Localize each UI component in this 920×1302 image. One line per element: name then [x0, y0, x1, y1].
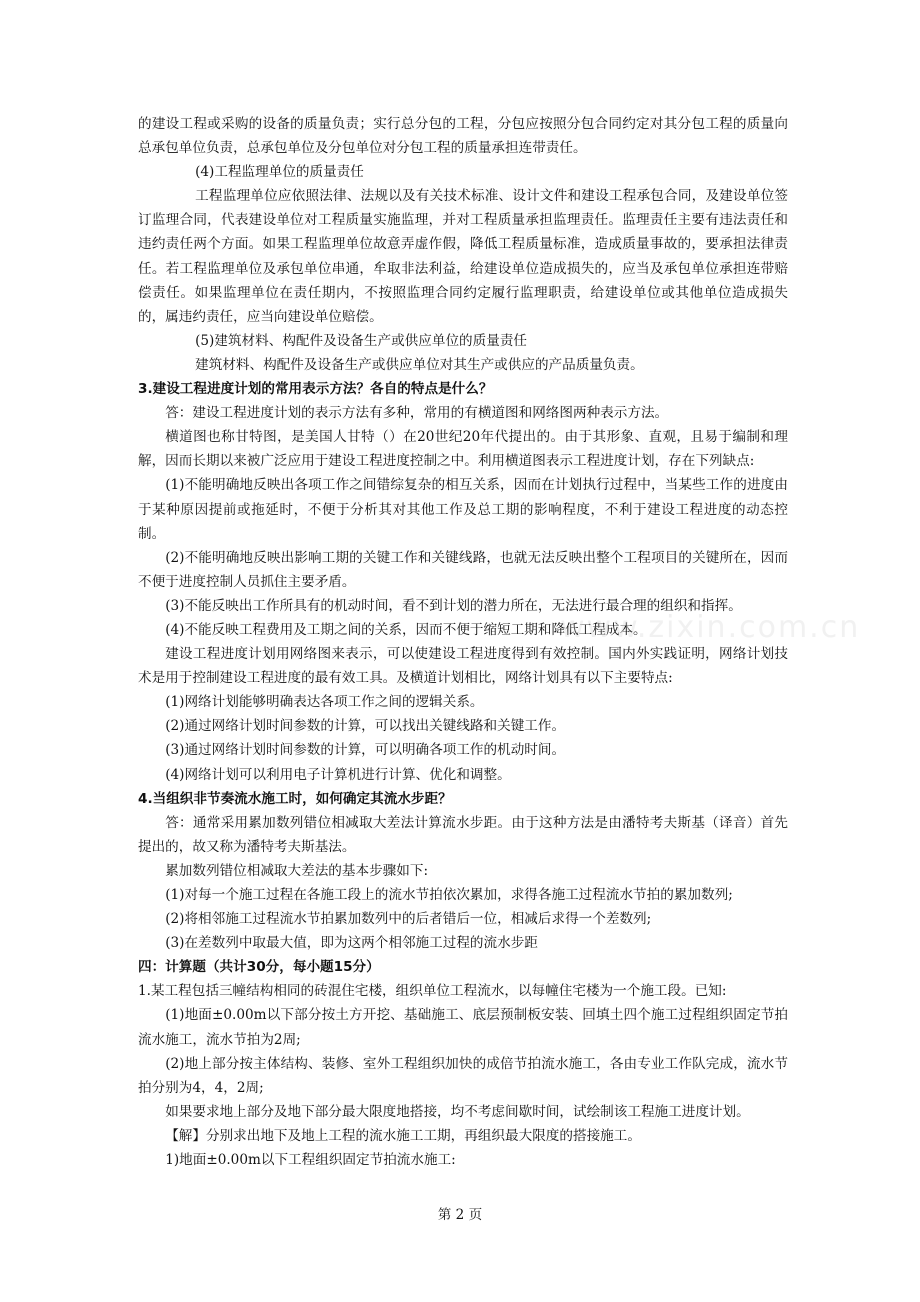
paragraph: (4)工程监理单位的质量责任: [195, 164, 364, 181]
paragraph: 工程监理单位应依照法律、法规以及有关技术标准、设计文件和建设工程承包合同，及建设单位签订监理合同，代表建设单位对工程质量实施监理，并对工程质量承担监理责任。监理责任主要有违法责任和违约责任两个方面。如果工程监理单位故意弄虚作假，降低工程质量标准，造成质量事故的，要承担法律责任。若工程监理单位及承包单位串通，牟取非法利益，给建设单位造成损失的，应当及承包单位承担连带赔偿责任。如果监理单位在责任期内，不按照监理合同约定履行监理职责，给建设单位或其他单位造成损失的，属违约责任，应当向建设单位赔偿。: [138, 188, 788, 325]
paragraph: 1.某工程包括三幢结构相同的砖混住宅楼，组织单位工程流水，以每幢住宅楼为一个施工段。已知:: [138, 983, 727, 1000]
paragraph: (1)对每一个施工过程在各施工段上的流水节拍依次累加，求得各施工过程流水节拍的累加数列;: [165, 887, 733, 903]
paragraph: (1)地面±0.00m以下部分按土方开挖、基础施工、底层预制板安装、回填土四个施工过程组织固定节拍流水施工，流水节拍为2周;: [138, 1007, 788, 1048]
paragraph: 答：建设工程进度计划的表示方法有多种，常用的有横道图和网络图两种表示方法。: [165, 405, 669, 422]
paragraph: (2)将相邻施工过程流水节拍累加数列中的后者错后一位，相减后求得一个差数列;: [165, 911, 652, 928]
paragraph: (3)不能反映出工作所具有的机动时间，看不到计划的潜力所在，无法进行最合理的组织和指挥。: [165, 597, 742, 614]
paragraph: 答：通常采用累加数列错位相减取大差法计算流水步距。由于这种方法是由潘特考夫斯基（译音）首先提出的，故又称为潘特考夫斯基法。: [138, 814, 788, 855]
paragraph: 横道图也称甘特图，是美国人甘特（）在20世纪20年代提出的。由于其形象、直观，且易于编制和理解，因而长期以来被广泛应用于建设工程进度控制之中。利用横道图表示工程进度计划，存在下列缺点:: [138, 429, 788, 470]
paragraph: (4)网络计划可以利用电子计算机进行计算、优化和调整。: [165, 766, 511, 783]
paragraph: (3)在差数列中取最大值，即为这两个相邻施工过程的流水步距: [165, 935, 538, 952]
section-heading: 3.建设工程进度计划的常用表示方法？各自的特点是什么？: [138, 381, 493, 398]
paragraph: 1)地面±0.00m以下工程组织固定节拍流水施工:: [165, 1152, 456, 1169]
paragraph: 建筑材料、构配件及设备生产或供应单位对其生产或供应的产品质量负责。: [195, 356, 644, 373]
watermark: www.zixin.com.cn: [560, 610, 861, 645]
paragraph: (1)不能明确地反映出各项工作之间错综复杂的相互关系，因而在计划执行过程中，当某些工作的进度由于某种原因提前或拖延时，不便于分析其对其他工作及总工期的影响程度，不利于建设工程进度的动态控制。: [138, 477, 788, 542]
paragraph: 如果要求地上部分及地下部分最大限度地搭接，均不考虑间歇时间，试绘制该工程施工进度计划。: [165, 1103, 750, 1120]
paragraph: (2)地上部分按主体结构、装修、室外工程组织加快的成倍节拍流水施工，各由专业工作队完成，流水节拍分别为4，4，2周;: [138, 1055, 788, 1096]
paragraph: 建设工程进度计划用网络图来表示，可以使建设工程进度得到有效控制。国内外实践证明，网络计划技术是用于控制建设工程进度的最有效工具。及横道计划相比，网络计划具有以下主要特点:: [138, 646, 788, 687]
paragraph: (5)建筑材料、构配件及设备生产或供应单位的质量责任: [195, 332, 528, 349]
paragraph: (2)不能明确地反映出影响工期的关键工作和关键线路，也就无法反映出整个工程项目的关键所在，因而不便于进度控制人员抓住主要矛盾。: [138, 549, 788, 590]
paragraph: 累加数列错位相减取大差法的基本步骤如下:: [165, 862, 429, 879]
page-number: 第 2 页: [437, 1207, 483, 1223]
section-heading: 4.当组织非节奏流水施工时，如何确定其流水步距？: [138, 790, 452, 807]
paragraph: (1)网络计划能够明确表达各项工作之间的逻辑关系。: [165, 694, 484, 711]
paragraph: 【解】分别求出地下及地上工程的流水施工工期，再组织最大限度的搭接施工。: [165, 1127, 641, 1144]
paragraph: (3)通过网络计划时间参数的计算，可以明确各项工作的机动时间。: [165, 742, 566, 759]
paragraph: (2)通过网络计划时间参数的计算，可以找出关键线路和关键工作。: [165, 718, 566, 735]
paragraph: (4)不能反映工程费用及工期之间的关系，因而不便于缩短工期和降低工程成本。: [165, 621, 647, 638]
paragraph: 的建设工程或采购的设备的质量负责；实行总分包的工程，分包应按照分包合同约定对其分包工程的质量向总承包单位负责，总承包单位及分包单位对分包工程的质量承担连带责任。: [138, 116, 788, 157]
section-heading: 四：计算题（共计30分，每小题15分）: [138, 959, 380, 976]
